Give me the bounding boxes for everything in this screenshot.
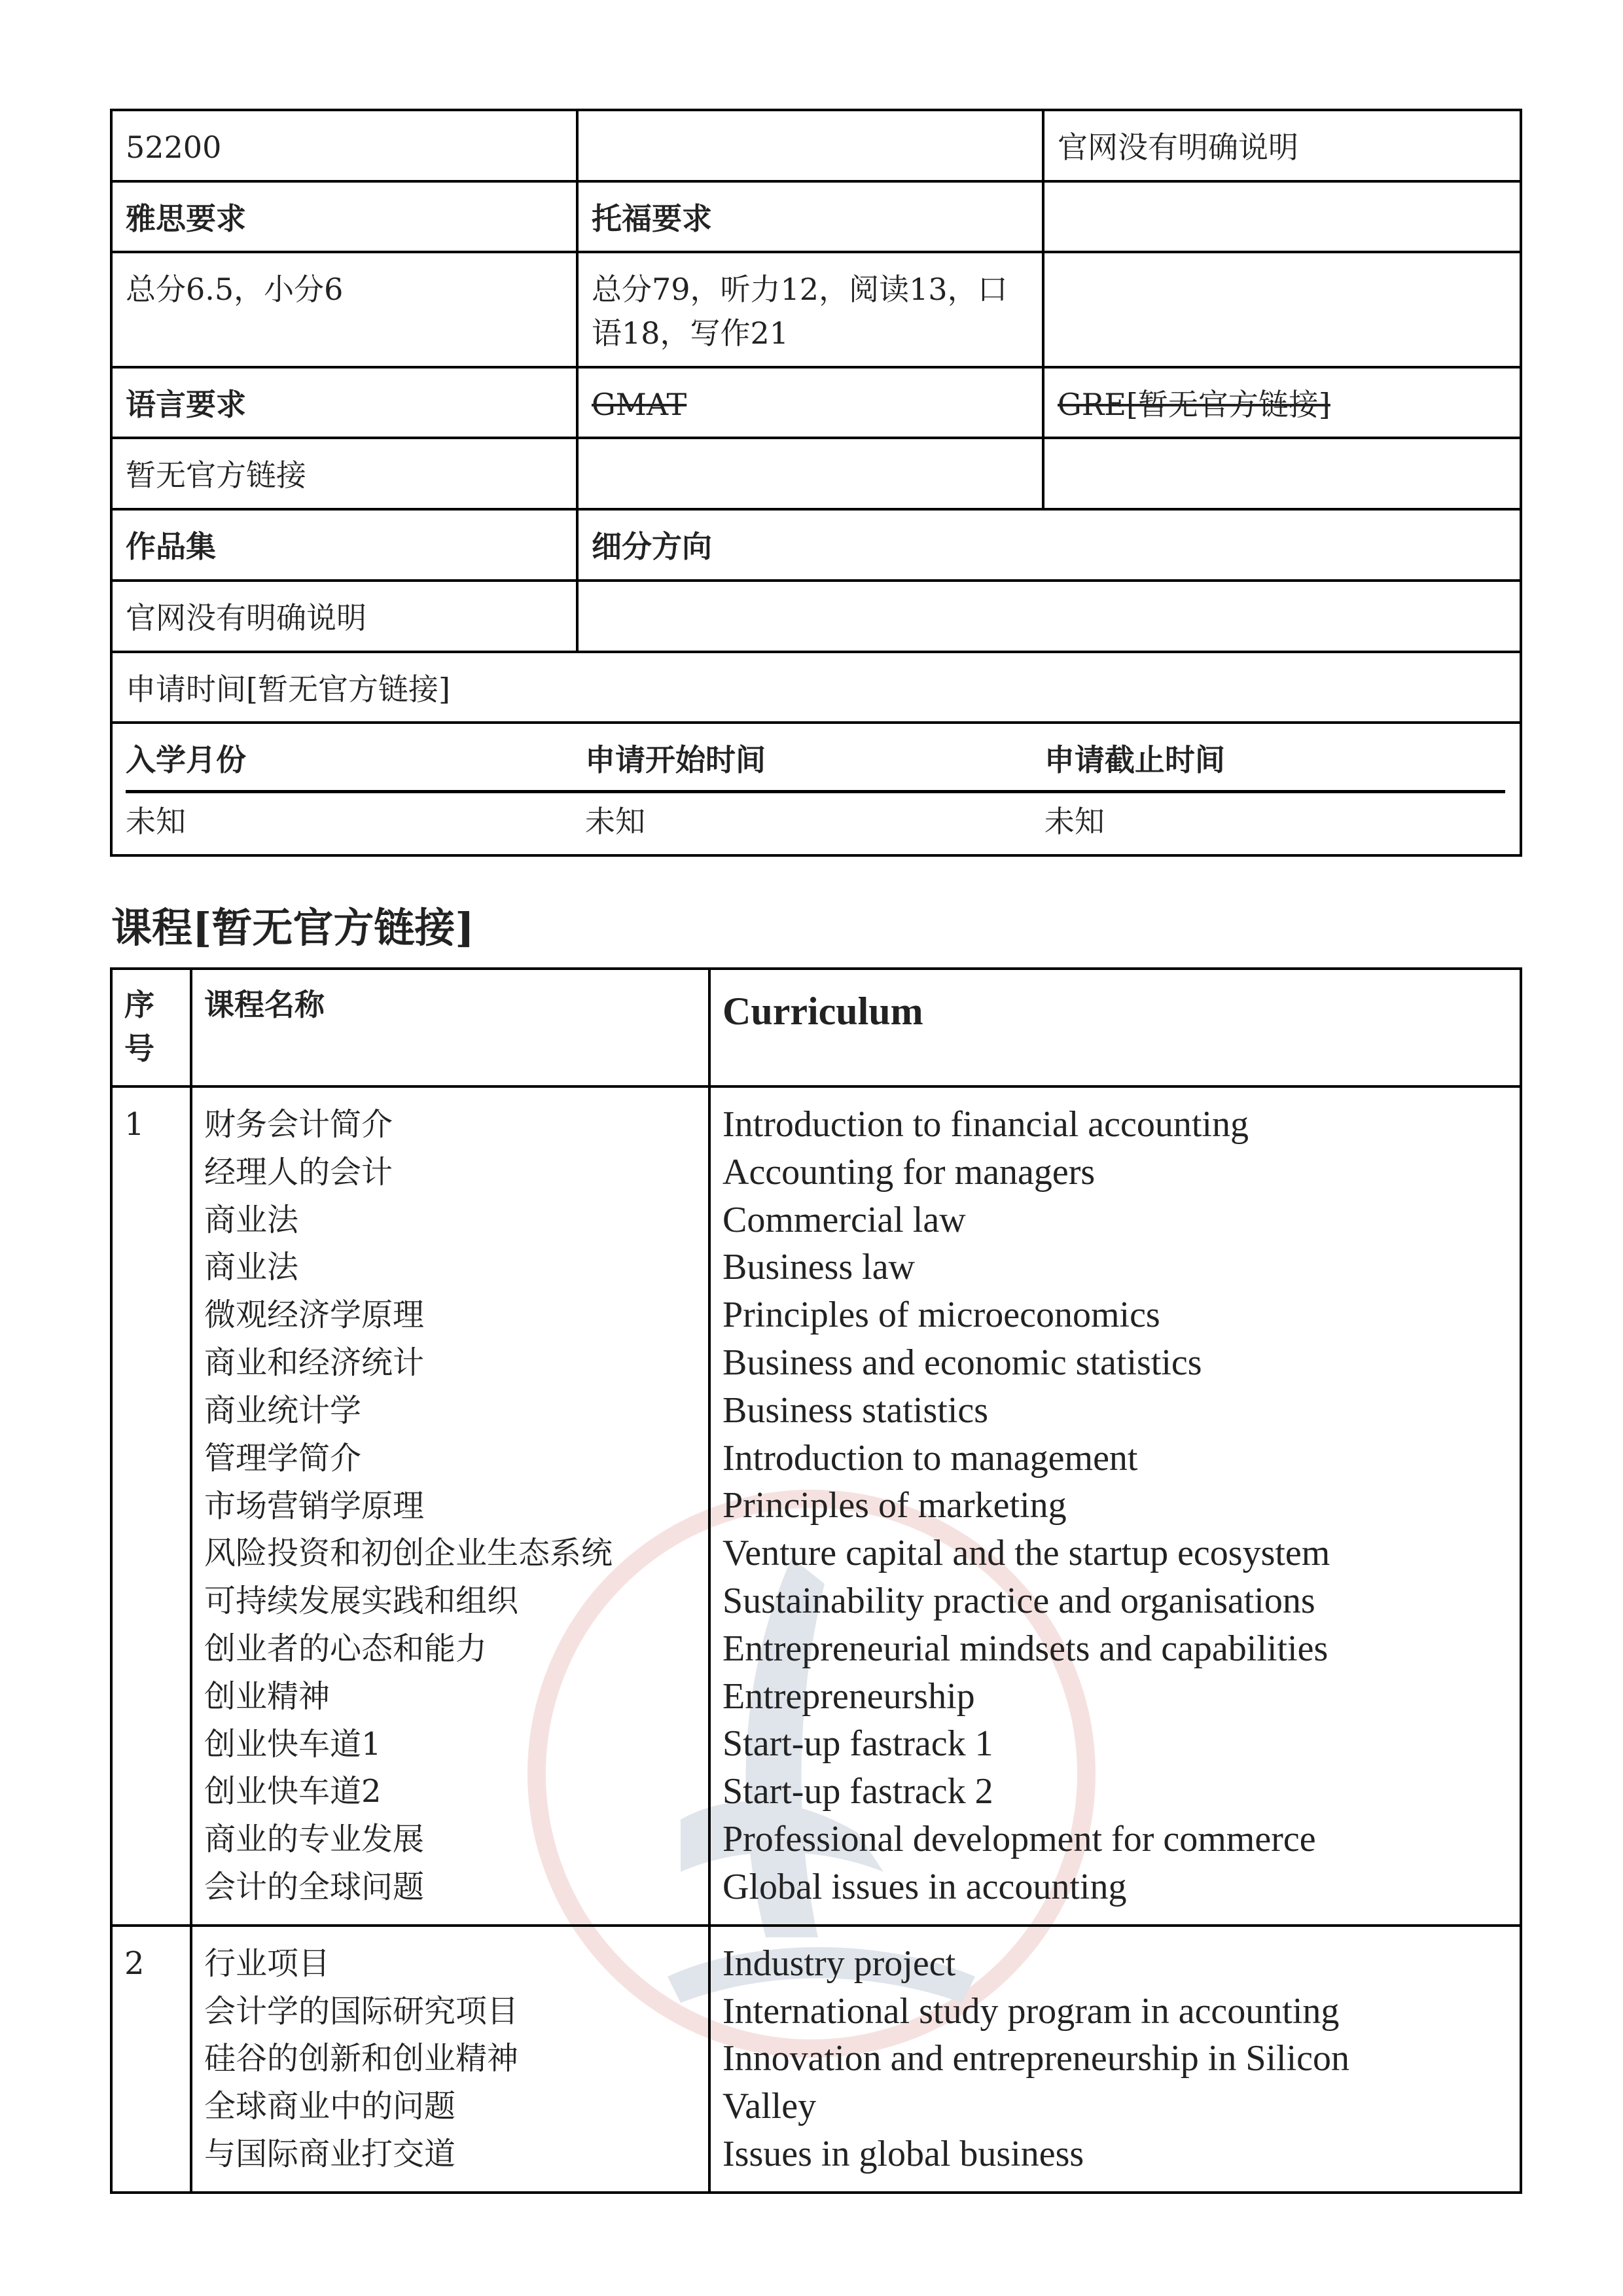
course-item: 商业统计学: [204, 1391, 362, 1429]
gmat-header: GMAT: [577, 367, 1043, 439]
curriculum-header: Curriculum: [709, 969, 1521, 1086]
course-item: 创业快车道2: [204, 1773, 382, 1810]
course-item: 全球商业中的问题: [204, 2088, 456, 2125]
apply-start-header: 申请开始时间: [584, 742, 766, 778]
table-row: [111, 581, 1521, 652]
course-item: 创业快车道1: [204, 1725, 382, 1763]
course-item: 市场营销学原理: [204, 1487, 425, 1524]
course-item: 与国际商业打交道: [204, 2136, 456, 2173]
course-item: 会计的全球问题: [204, 1869, 425, 1905]
course-item: Venture capital and the startup ecosystem: [722, 1533, 1330, 1574]
group-index: 1: [111, 1086, 191, 1926]
table-row: [111, 509, 1521, 581]
index-header-line: 序: [124, 987, 154, 1022]
ielts-value: 总分6.5，小分6: [111, 252, 577, 367]
course-item: Innovation and entrepreneurship in Silicon: [722, 2038, 1349, 2079]
course-item: 商业和经济统计: [204, 1344, 425, 1382]
course-item: Commercial law: [722, 1199, 966, 1240]
language-value: 暂无官方链接: [111, 438, 577, 509]
course-item: 行业项目: [204, 1945, 330, 1982]
apply-start-value: 未知: [584, 803, 645, 839]
course-name-header: 课程名称: [191, 969, 709, 1086]
ielts-header: 雅思要求: [111, 181, 577, 253]
toefl-value: 总分79，听力12，阅读13，口语18，写作21: [577, 252, 1043, 367]
course-item: 创业者的心态和能力: [204, 1630, 488, 1667]
gre-header: GRE[暂无官方链接]: [1043, 367, 1521, 439]
course-item: 创业精神: [204, 1677, 330, 1715]
course-item: Global issues in accounting: [722, 1866, 1127, 1907]
table-row: [111, 367, 1521, 439]
dates-value-row: [126, 800, 1505, 844]
zh-course-list: [191, 1086, 709, 1926]
index-header: [111, 969, 191, 1086]
course-item: 商业的专业发展: [204, 1821, 425, 1858]
course-item: Introduction to financial accounting: [722, 1104, 1249, 1145]
en-course-list: [709, 1926, 1521, 2193]
empty-cell: [1043, 181, 1521, 253]
index-header-line: 号: [124, 1030, 154, 1066]
course-item: 风险投资和初创企业生态系统: [204, 1535, 613, 1572]
dates-cell: [111, 723, 1521, 855]
info-table: [110, 109, 1522, 857]
course-item: Professional development for commerce: [722, 1818, 1316, 1859]
course-item: 商业法: [204, 1249, 299, 1286]
group-index: 2: [111, 1926, 191, 2193]
course-item: Issues in global business: [722, 2134, 1084, 2174]
course-item: International study program in accounting: [722, 1990, 1340, 2032]
language-header: 语言要求: [111, 367, 577, 439]
course-item: Business law: [722, 1247, 915, 1288]
dates-header-row: [126, 738, 1505, 793]
portfolio-value: 官网没有明确说明: [111, 581, 577, 652]
table-row: [111, 438, 1521, 509]
course-item: Industry project: [722, 1943, 956, 1984]
course-item: 经理人的会计: [204, 1153, 393, 1191]
gmat-value: [577, 438, 1043, 509]
table-row: [111, 969, 1521, 1086]
course-item: Introduction to management: [722, 1437, 1138, 1479]
course-item: Business and economic statistics: [722, 1342, 1202, 1383]
tuition-note: 官网没有明确说明: [1043, 110, 1521, 181]
apply-time-label: 申请时间[暂无官方链接]: [111, 652, 1521, 723]
intake-month-header: 入学月份: [126, 742, 246, 778]
course-table: [110, 967, 1522, 2194]
table-row: [111, 1926, 1521, 2193]
table-row: [111, 652, 1521, 723]
table-row: [111, 1086, 1521, 1926]
table-row: [111, 723, 1521, 855]
portfolio-header: 作品集: [111, 509, 577, 581]
course-item: Sustainability practice and organisations: [722, 1580, 1315, 1621]
course-item: 财务会计简介: [204, 1106, 393, 1143]
course-item: Valley: [722, 2086, 817, 2127]
intake-month-value: 未知: [126, 803, 186, 839]
table-row: [111, 252, 1521, 367]
toefl-header: 托福要求: [577, 181, 1043, 253]
course-item: 硅谷的创新和创业精神: [204, 2040, 519, 2077]
zh-course-list: [191, 1926, 709, 2193]
empty-cell: [577, 110, 1043, 181]
empty-cell: [1043, 252, 1521, 367]
course-item: Start-up fastrack 1: [722, 1723, 993, 1765]
apply-deadline-value: 未知: [1044, 803, 1105, 839]
course-item: 管理学简介: [204, 1439, 362, 1477]
gre-value: [1043, 438, 1521, 509]
course-section-title: 课程[暂无官方链接]: [111, 904, 474, 952]
specialization-header: 细分方向: [577, 509, 1521, 581]
course-item: 可持续发展实践和组织: [204, 1583, 519, 1620]
course-item: Start-up fastrack 2: [722, 1771, 993, 1812]
course-item: Business statistics: [722, 1390, 989, 1431]
course-item: Principles of marketing: [722, 1485, 1067, 1526]
course-item: 会计学的国际研究项目: [204, 1992, 519, 2030]
course-item: 商业法: [204, 1201, 299, 1238]
course-item: Accounting for managers: [722, 1151, 1096, 1193]
table-row: [111, 181, 1521, 253]
course-item: 微观经济学原理: [204, 1297, 425, 1334]
table-row: [111, 110, 1521, 181]
en-course-list: [709, 1086, 1521, 1926]
course-item: Entrepreneurship: [722, 1676, 975, 1717]
course-item: Principles of microeconomics: [722, 1295, 1160, 1336]
specialization-value: [577, 581, 1521, 652]
course-item: Entrepreneurial mindsets and capabilities: [722, 1628, 1329, 1669]
apply-deadline-header: 申请截止时间: [1044, 742, 1225, 778]
tuition-value: 52200: [111, 110, 577, 181]
